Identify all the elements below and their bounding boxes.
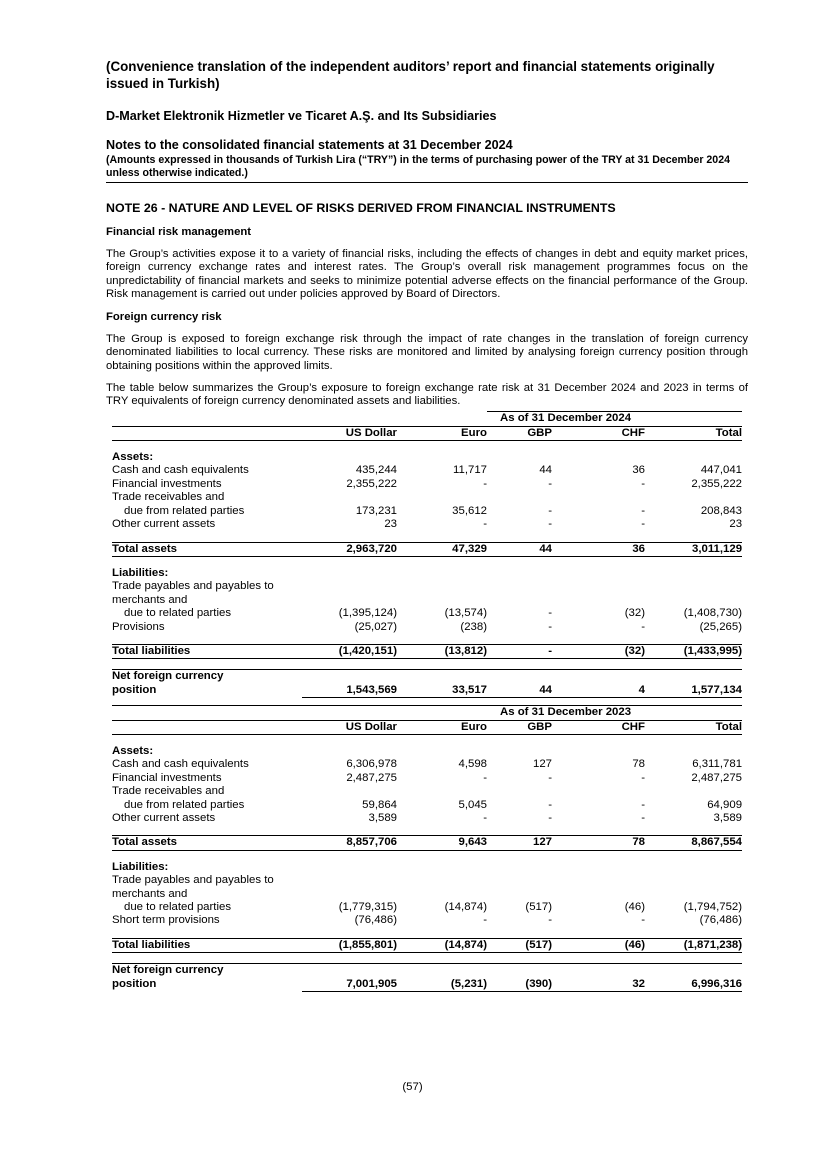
table-row: Provisions (25,027) (238) - - (25,265)	[112, 620, 743, 633]
foreign-currency-risk-heading: Foreign currency risk	[106, 311, 222, 324]
table-row: due to related parties (1,395,124) (13,574) - (32) (1,408,730)	[124, 607, 743, 620]
table-intro-paragraph: The table below summarizes the Group’s exposure to foreign exchange rate risk at 31 December 2024 and 2023 in terms of TRY equivalents of foreign currency denominated assets and liabilities.	[106, 382, 748, 407]
table-row: due to related parties (1,779,315) (14,874) (517) (46) (1,794,752)	[124, 901, 743, 914]
translation-notice: (Convenience translation of the independent auditors’ report and financial statements originally issued in Turkish)	[106, 59, 715, 91]
net-position-row: position 1,543,569 33,517 44 4 1,577,134	[112, 683, 743, 697]
col-gbp: GBP	[487, 426, 552, 440]
foreign-currency-risk-paragraph: The Group is exposed to foreign exchange risk through the impact of rate changes in the translation of foreign currency denominated liabilities to local currency. These risks are monitored and limited by analysing foreign currency position through obtaining positions within the approved limits.	[106, 333, 748, 372]
table-row: Other current assets 23 - - - 23	[112, 518, 743, 531]
total-liabilities-row: Total liabilities (1,855,801) (14,874) (517) (46) (1,871,238)	[112, 938, 743, 951]
total-liabilities-row: Total liabilities (1,420,151) (13,812) - (32) (1,433,995)	[112, 644, 743, 657]
fx-table-2023: As of 31 December 2023 US Dollar Euro GBP CHF Total Assets: Cash and cash equivalents 6,306,978 4,598 127 78 6,311,781 Financial investments 2,487,275 - - - 2,487,275 Trade receivables and due from related parties 59,864 5,045 - - 64,909 Other current assets 3,589 - - - 3,589 Total assets 8,857,706 9,643 127 78 8,867,554 Liabilities: Trade payables and payables to merchants and due to related parties (1,779,315) (14,874) (517) (46) (1,794,752) Short term provisions (76,486) - - - (76,486) Total liabilities (1,855,801) (14,874) (517) (46) (1,871,238) Net foreign currency position 7,001,905 (5,231) (390) 32 6,996,316	[112, 706, 743, 990]
company-name: D-Market Elektronik Hizmetler ve Ticaret A.Ş. and Its Subsidiaries	[106, 109, 497, 123]
document-page	[106, 58, 748, 992]
table-row: Cash and cash equivalents 6,306,978 4,598 127 78 6,311,781	[112, 758, 743, 771]
table-row: Other current assets 3,589 - - - 3,589	[112, 812, 743, 825]
column-headers-2023: US Dollar Euro GBP CHF Total	[112, 720, 742, 734]
statements-title: Notes to the consolidated financial statements at 31 December 2024	[106, 138, 513, 152]
assets-label: Assets:	[112, 451, 154, 464]
table-row: due from related parties 173,231 35,612 - - 208,843	[124, 504, 743, 517]
table-row: Financial investments 2,355,222 - - - 2,355,222	[112, 477, 743, 490]
page-number: (57)	[402, 1081, 423, 1093]
financial-risk-paragraph: The Group’s activities expose it to a variety of financial risks, including the effects of changes in debt and equity market prices, foreign currency exchange rates and interest rates. The Group’s overall risk management programmes focus on the unpredictability of financial markets and seeks to minimize potential adverse effects on the financial performance of the Group. Risk management is carried out under policies approved by Board of Directors.	[106, 248, 748, 300]
col-euro: Euro	[397, 426, 487, 440]
table-row: due from related parties 59,864 5,045 - - 64,909	[124, 798, 743, 811]
table-row: Cash and cash equivalents 435,244 11,717 44 36 447,041	[112, 464, 743, 477]
col-usd: US Dollar	[302, 426, 397, 440]
column-headers-2024	[112, 426, 742, 440]
as-of-2024: As of 31 December 2024	[487, 412, 742, 426]
note-title: NOTE 26 - NATURE AND LEVEL OF RISKS DERIVED FROM FINANCIAL INSTRUMENTS	[106, 201, 616, 215]
table-row: Short term provisions (76,486) - - - (76,486)	[112, 914, 743, 927]
table-row: Financial investments 2,487,275 - - - 2,487,275	[112, 771, 743, 784]
liabilities-label: Liabilities:	[112, 566, 169, 579]
financial-risk-heading: Financial risk management	[106, 226, 252, 238]
col-chf: CHF	[552, 426, 645, 440]
total-assets-row: Total assets 2,963,720 47,329 44 36 3,011,129	[112, 542, 743, 555]
net-position-row: position 7,001,905 (5,231) (390) 32 6,996,316	[112, 977, 743, 990]
fx-table-2024: As of 31 December 2024 US Dollar Euro GBP CHF Total Assets: Cash and cash equivalents 435,244 11,717 44 36 447,041 Financial investments 2,355,222 - - - 2,355,222 Trade receivables and due from related parties 173,231 35,612 - - 208,843 Other current assets 23 - - - 23 Total assets 2,963,720 47,329 44 36 3,011,129 Liabilities: Trade payables and payables to merchants and due to related parties (1,395,124) (13,574) - (32) (1,408,730) Provisions (25,027) (238) - - (25,265) Total liabilities (1,420,151) (13,812) - (32) (1,433,995) Net foreign currency position 1,543,569 33,517 44 4 1,577,134	[112, 412, 743, 697]
col-total: Total	[645, 426, 742, 440]
amounts-note: (Amounts expressed in thousands of Turkish Lira (“TRY”) in the terms of purchasing power of the TRY at 31 December 2024 unless otherwise indicated.)	[106, 154, 748, 183]
total-assets-row: Total assets 8,857,706 9,643 127 78 8,867,554	[112, 836, 743, 849]
as-of-2023: As of 31 December 2023	[487, 706, 742, 720]
